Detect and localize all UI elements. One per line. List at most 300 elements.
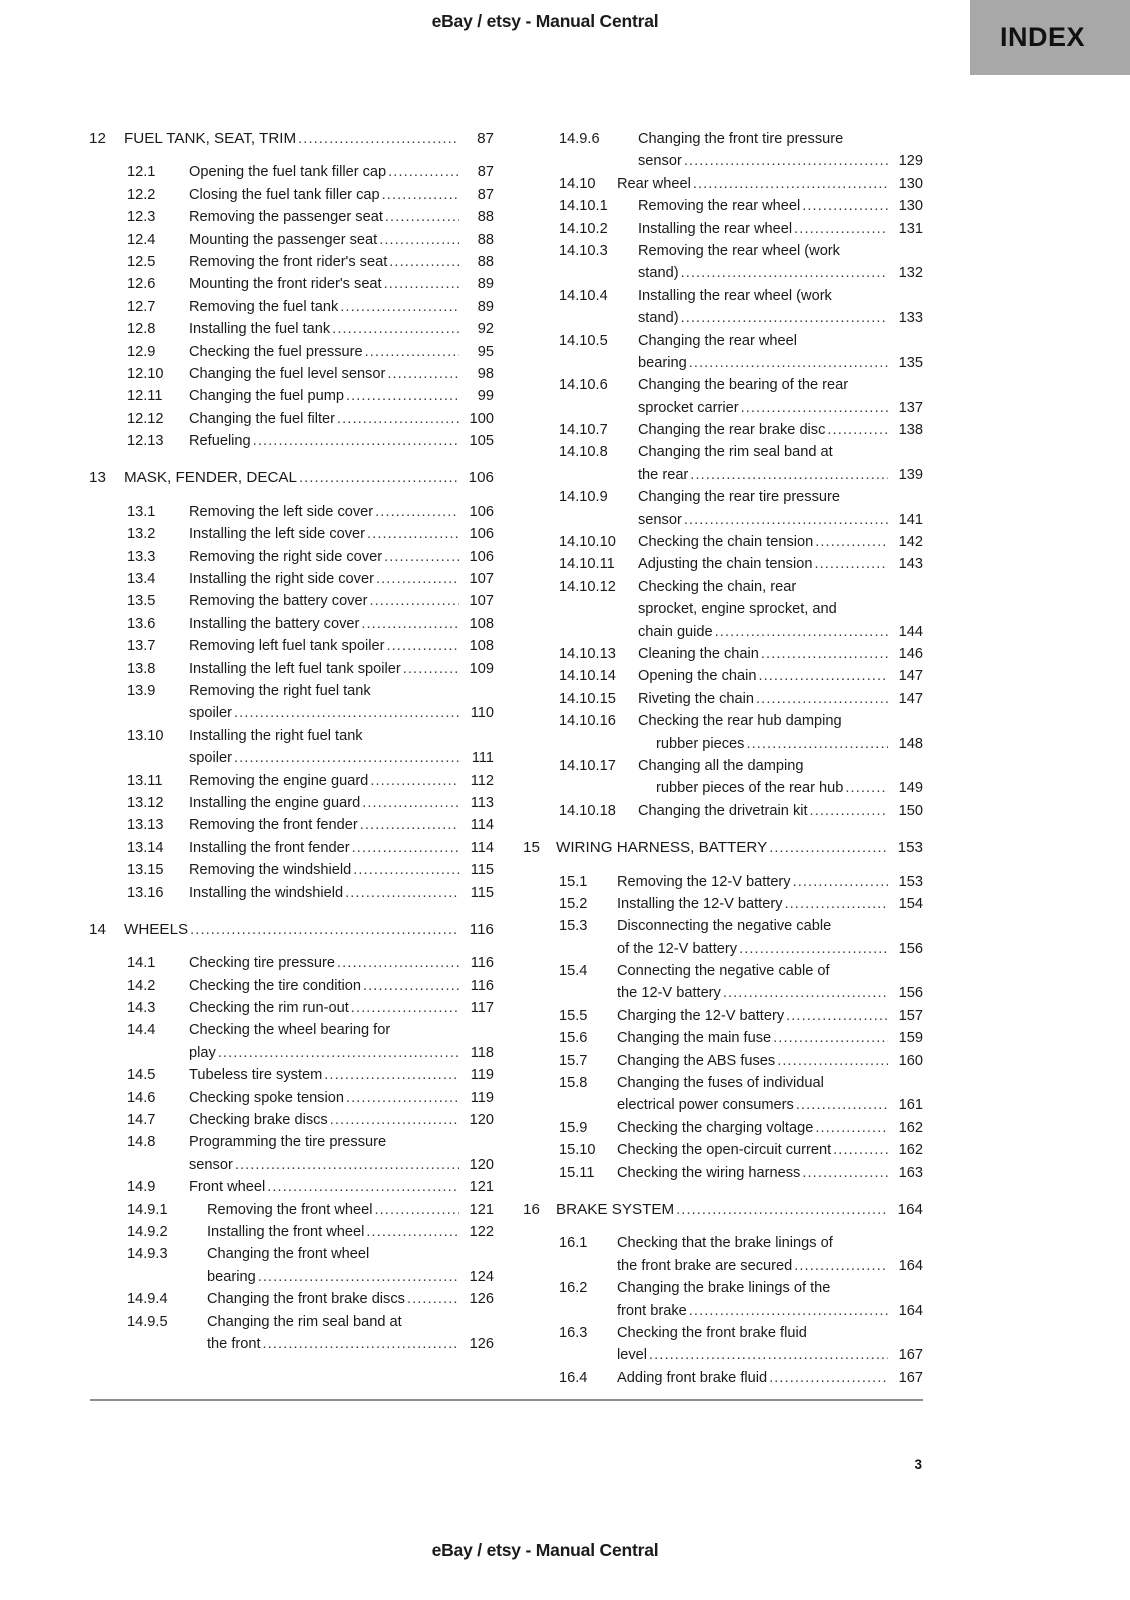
dot-leader (234, 702, 459, 724)
toc-row[interactable] (88, 318, 494, 340)
toc-row[interactable] (88, 273, 494, 295)
toc-entry-body (189, 501, 494, 523)
toc-entry-body (638, 621, 923, 643)
toc-entry-label: Checking the fuel pressure (189, 343, 363, 360)
toc-row[interactable] (522, 397, 923, 419)
toc-entry-body (638, 352, 923, 374)
toc-entry-label: Installing the left side cover (189, 526, 366, 543)
toc-entry-label: sensor (638, 153, 682, 170)
toc-row[interactable] (88, 385, 494, 407)
toc-entry-label: Checking the wheel bearing for (189, 1022, 391, 1039)
toc-row[interactable] (522, 1072, 923, 1094)
toc-row[interactable] (522, 262, 923, 284)
toc-entry-label: Installing the battery cover (189, 615, 360, 632)
toc-entry-label: Mounting the front rider's seat (189, 276, 382, 293)
toc-row[interactable] (88, 1333, 494, 1355)
toc-entry-body (656, 777, 923, 799)
dot-leader (324, 1064, 459, 1086)
toc-entry-body (189, 318, 494, 340)
toc-row[interactable] (88, 1131, 494, 1153)
toc-entry-label: Opening the fuel tank filler cap (189, 164, 387, 181)
toc-page-number: 163 (898, 1164, 923, 1181)
toc-row[interactable] (522, 871, 923, 893)
toc-row[interactable] (88, 814, 494, 836)
toc-entry-number: 12.3 (127, 209, 156, 226)
toc-row[interactable] (522, 1232, 923, 1254)
toc-row[interactable] (88, 1266, 494, 1288)
dot-leader (773, 1027, 888, 1049)
toc-entry-body (617, 893, 923, 915)
toc-entry-label: Checking brake discs (189, 1112, 328, 1129)
toc-page-number: 164 (898, 1257, 923, 1274)
toc-row[interactable] (88, 363, 494, 385)
toc-entry-body (189, 792, 494, 814)
toc-row[interactable] (88, 859, 494, 881)
toc-row[interactable] (522, 837, 923, 859)
toc-entry-body (189, 975, 494, 997)
toc-row[interactable] (522, 915, 923, 937)
toc-row[interactable] (522, 893, 923, 915)
toc-entry-label: the 12-V battery (617, 985, 721, 1002)
toc-row[interactable] (522, 598, 923, 620)
dot-leader (379, 229, 459, 251)
toc-row[interactable] (88, 837, 494, 859)
toc-entry-body (207, 1333, 494, 1355)
toc-entry-number: 13.3 (127, 548, 156, 565)
toc-entry-label: the rear (638, 466, 689, 483)
toc-page-number: 153 (898, 873, 923, 890)
toc-entry-label: Checking the rear hub damping (638, 713, 842, 730)
toc-entry-body (638, 307, 923, 329)
toc-page-number: 142 (898, 534, 923, 551)
toc-row[interactable] (88, 725, 494, 747)
toc-row[interactable] (88, 430, 494, 452)
toc-row[interactable] (522, 240, 923, 262)
toc-row[interactable] (522, 1367, 923, 1389)
toc-entry-label: Disconnecting the negative cable (617, 918, 832, 935)
toc-row[interactable] (522, 643, 923, 665)
toc-entry-label: Riveting the chain (638, 690, 755, 707)
toc-entry-label: MASK, FENDER, DECAL (124, 469, 298, 487)
toc-page-number: 95 (477, 343, 494, 360)
toc-row[interactable] (88, 568, 494, 590)
dot-leader (365, 341, 459, 363)
toc-row[interactable] (88, 1064, 494, 1086)
toc-entry-body (207, 1311, 494, 1333)
toc-entry-body (638, 374, 923, 396)
toc-entry-body (189, 251, 494, 273)
toc-page-number: 108 (469, 638, 494, 655)
toc-row[interactable] (88, 1019, 494, 1041)
dot-leader (810, 800, 888, 822)
toc-entry-label: Mounting the passenger seat (189, 231, 378, 248)
toc-entry-body (656, 733, 923, 755)
toc-entry-body (189, 952, 494, 974)
toc-row[interactable] (522, 419, 923, 441)
toc-entry-body (207, 1243, 494, 1265)
toc-row[interactable] (88, 501, 494, 523)
toc-row[interactable] (88, 206, 494, 228)
dot-leader (739, 938, 888, 960)
toc-entry-body (617, 960, 923, 982)
toc-row[interactable] (88, 523, 494, 545)
page-number: 3 (914, 1457, 922, 1472)
toc-row[interactable] (522, 960, 923, 982)
index-tab-label: INDEX (999, 22, 1086, 52)
toc-row[interactable] (88, 792, 494, 814)
toc-entry-body (638, 643, 923, 665)
toc-page-number: 146 (898, 645, 923, 662)
toc-row[interactable] (522, 1094, 923, 1116)
toc-entry-body (189, 408, 494, 430)
toc-entry-number: 14.10.3 (559, 242, 608, 259)
toc-entry-body (638, 598, 923, 620)
toc-row[interactable] (522, 688, 923, 710)
toc-row[interactable] (522, 1300, 923, 1322)
dot-leader (299, 467, 459, 489)
toc-row[interactable] (522, 1050, 923, 1072)
dot-leader (367, 523, 459, 545)
toc-entry-label: Checking the charging voltage (617, 1119, 814, 1136)
dot-leader (758, 665, 888, 687)
toc-entry-body (189, 747, 494, 769)
dot-leader (267, 1176, 459, 1198)
toc-entry-number: 12.10 (127, 365, 164, 382)
toc-row[interactable] (88, 658, 494, 680)
toc-page-number: 160 (898, 1052, 923, 1069)
toc-entry-body (189, 859, 494, 881)
dot-leader (263, 1333, 459, 1355)
toc-row[interactable] (522, 665, 923, 687)
toc-row[interactable] (88, 635, 494, 657)
toc-entry-number: 16.4 (559, 1369, 588, 1386)
toc-entry-number: 13.14 (127, 839, 164, 856)
toc-row[interactable] (522, 195, 923, 217)
toc-row[interactable] (88, 1154, 494, 1176)
toc-row[interactable] (88, 975, 494, 997)
toc-entry-label: Cleaning the chain (638, 645, 759, 662)
toc-entry-label: play (189, 1044, 216, 1061)
dot-leader (346, 385, 459, 407)
toc-page-number: 156 (898, 985, 923, 1002)
toc-page-number: 106 (468, 469, 494, 487)
toc-entry-label: Installing the right side cover (189, 571, 374, 588)
toc-row[interactable] (88, 702, 494, 724)
dot-leader (376, 568, 459, 590)
toc-entry-body (189, 1042, 494, 1064)
toc-entry-number: 14.9.2 (127, 1223, 168, 1240)
toc-row[interactable] (88, 341, 494, 363)
toc-entry-label: Changing the front tire pressure (638, 131, 844, 147)
toc-row[interactable] (522, 576, 923, 598)
dot-leader (298, 128, 459, 150)
toc-row[interactable] (522, 1162, 923, 1184)
toc-page-number: 87 (477, 186, 494, 203)
toc-page-number: 98 (477, 365, 494, 382)
dot-leader (833, 1139, 888, 1161)
dot-leader (353, 859, 459, 881)
toc-row[interactable] (522, 307, 923, 329)
toc-row[interactable] (522, 777, 923, 799)
toc-entry-body (617, 1027, 923, 1049)
toc-row[interactable] (522, 1027, 923, 1049)
toc-entry-body (189, 363, 494, 385)
toc-entry-body (617, 1344, 923, 1366)
toc-entry-number: 12.9 (127, 343, 156, 360)
toc-entry-body (638, 531, 923, 553)
dot-leader (360, 814, 459, 836)
toc-row[interactable] (522, 1199, 923, 1221)
toc-row[interactable] (522, 374, 923, 396)
toc-entry-label: Charging the 12-V battery (617, 1007, 785, 1024)
toc-entry-body (638, 285, 923, 307)
toc-row[interactable] (522, 1277, 923, 1299)
toc-row[interactable] (88, 184, 494, 206)
toc-entry-label: Removing the passenger seat (189, 209, 383, 226)
toc-page-number: 88 (477, 209, 494, 226)
toc-row[interactable] (522, 330, 923, 352)
toc-row[interactable] (88, 1311, 494, 1333)
toc-page-number: 88 (477, 231, 494, 248)
toc-page-number: 139 (898, 466, 923, 483)
toc-entry-body (189, 635, 494, 657)
toc-entry-number: 16.2 (559, 1280, 588, 1297)
toc-page-number: 87 (477, 130, 494, 147)
toc-entry-body (638, 710, 923, 732)
toc-entry-number: 12.8 (127, 321, 156, 338)
toc-row[interactable] (88, 1221, 494, 1243)
toc-entry-number: 12.11 (127, 388, 163, 405)
toc-entry-number: 13.8 (127, 660, 156, 677)
toc-row[interactable] (522, 128, 923, 150)
toc-row[interactable] (522, 733, 923, 755)
toc-entry-label: Removing the 12-V battery (617, 873, 791, 890)
toc-row[interactable] (522, 1139, 923, 1161)
toc-entry-body (617, 982, 923, 1004)
toc-row[interactable] (522, 441, 923, 463)
toc-page-number: 167 (898, 1369, 923, 1386)
toc-entry-label: Checking that the brake linings of (617, 1235, 833, 1252)
toc-row[interactable] (88, 997, 494, 1019)
toc-row[interactable] (88, 1042, 494, 1064)
toc-entry-number: 13.12 (127, 794, 164, 811)
toc-row[interactable] (522, 285, 923, 307)
toc-entry-body (189, 1154, 494, 1176)
toc-entry-number: 14.4 (127, 1022, 156, 1039)
toc-row[interactable] (522, 464, 923, 486)
toc-row[interactable] (88, 1199, 494, 1221)
dot-leader (235, 1154, 459, 1176)
toc-row[interactable] (522, 352, 923, 374)
toc-entry-body (189, 229, 494, 251)
toc-entry-number: 15.9 (559, 1119, 588, 1136)
toc-entry-label: Installing the left fuel tank spoiler (189, 660, 401, 677)
toc-entry-label: Installing the 12-V battery (617, 895, 783, 912)
toc-row[interactable] (522, 1322, 923, 1344)
toc-entry-label: FUEL TANK, SEAT, TRIM (124, 130, 297, 147)
toc-entry-body (207, 1199, 494, 1221)
toc-page-number: 147 (898, 668, 923, 685)
toc-entry-number: 12.2 (127, 186, 156, 203)
dot-leader (363, 975, 459, 997)
toc-row[interactable] (522, 218, 923, 240)
toc-row[interactable] (88, 296, 494, 318)
toc-entry-number: 15.11 (559, 1164, 595, 1181)
toc-row[interactable] (88, 680, 494, 702)
toc-page-number: 111 (471, 750, 494, 767)
toc-row[interactable] (88, 467, 494, 489)
toc-page-number: 131 (898, 220, 923, 237)
toc-entry-label: Changing the rear brake disc (638, 422, 826, 439)
toc-entry-body (189, 161, 494, 183)
toc-row[interactable] (88, 1109, 494, 1131)
toc-entry-body (189, 1087, 494, 1109)
dot-leader (785, 893, 889, 915)
toc-entry-label: Installing the windshield (189, 884, 344, 901)
toc-entry-number: 14.6 (127, 1089, 156, 1106)
toc-entry-number: 14.5 (127, 1067, 156, 1084)
toc-entry-number: 13.16 (127, 884, 164, 901)
dot-leader (387, 635, 460, 657)
toc-row[interactable] (88, 613, 494, 635)
toc-entry-number: 15 (523, 839, 540, 857)
toc-page-number: 126 (469, 1335, 494, 1352)
toc-page-number: 129 (898, 153, 923, 170)
toc-entry-body (638, 800, 923, 822)
dot-leader (332, 318, 459, 340)
toc-row[interactable] (88, 882, 494, 904)
toc-page-number: 167 (898, 1347, 923, 1364)
toc-row[interactable] (522, 938, 923, 960)
toc-entry-body (617, 938, 923, 960)
toc-entry-label: Front wheel (189, 1179, 266, 1196)
toc-row[interactable] (88, 919, 494, 941)
toc-entry-number: 14 (89, 920, 106, 938)
toc-page-number: 88 (477, 253, 494, 270)
toc-page-number: 148 (898, 735, 923, 752)
dot-leader (337, 408, 459, 430)
toc-row[interactable] (88, 408, 494, 430)
dot-leader (676, 1199, 888, 1221)
toc-entry-label: front brake (617, 1302, 687, 1319)
toc-entry-body (638, 486, 923, 508)
dot-leader (340, 296, 459, 318)
toc-row[interactable] (522, 173, 923, 195)
toc-entry-label: Removing the rear wheel (work (638, 242, 840, 259)
toc-entry-label: Checking the tire condition (189, 977, 361, 994)
toc-entry-body (638, 464, 923, 486)
toc-row[interactable] (522, 1255, 923, 1277)
toc-row[interactable] (88, 1176, 494, 1198)
section-gap (88, 904, 494, 919)
dot-leader (388, 161, 459, 183)
toc-entry-body (638, 665, 923, 687)
toc-row[interactable] (88, 1288, 494, 1310)
toc-entry-body (189, 1109, 494, 1131)
toc-entry-label: Changing the brake linings of the (617, 1280, 831, 1297)
toc-page-number: 116 (470, 977, 494, 994)
toc-row[interactable] (88, 128, 494, 150)
toc-entry-body (189, 523, 494, 545)
toc-entry-label: Removing the fuel tank (189, 298, 339, 315)
toc-page-number: 130 (898, 198, 923, 215)
toc-row[interactable] (522, 710, 923, 732)
toc-page-number: 157 (898, 1007, 923, 1024)
toc-row[interactable] (88, 952, 494, 974)
toc-entry-body (617, 1072, 923, 1094)
toc-entry-body (638, 688, 923, 710)
toc-entry-number: 14.10.8 (559, 444, 608, 461)
toc-row[interactable] (88, 161, 494, 183)
toc-entry-body (189, 613, 494, 635)
toc-entry-label: level (617, 1347, 648, 1364)
toc-row[interactable] (522, 509, 923, 531)
toc-row[interactable] (522, 800, 923, 822)
toc-entry-body (189, 997, 494, 1019)
dot-leader (234, 747, 459, 769)
toc-entry-label: Removing the right side cover (189, 548, 383, 565)
toc-row[interactable] (88, 590, 494, 612)
toc-entry-label: Changing the fuel filter (189, 410, 336, 427)
toc-page-number: 138 (898, 422, 923, 439)
toc-row[interactable] (522, 531, 923, 553)
toc-page-number: 118 (470, 1044, 494, 1061)
toc-page-number: 106 (469, 548, 494, 565)
toc-entry-label: Closing the fuel tank filler cap (189, 186, 380, 203)
toc-entry-label: spoiler (189, 705, 232, 722)
toc-entry-body (638, 755, 923, 777)
toc-entry-number: 14.10.10 (559, 534, 616, 551)
toc-entry-body (207, 1266, 494, 1288)
toc-entry-body (617, 1232, 923, 1254)
toc-entry-body (189, 296, 494, 318)
toc-row[interactable] (88, 229, 494, 251)
toc-row[interactable] (522, 150, 923, 172)
toc-row[interactable] (522, 1344, 923, 1366)
toc-row[interactable] (522, 486, 923, 508)
toc-row[interactable] (522, 621, 923, 643)
footer-title: eBay / etsy - Manual Central (431, 1540, 659, 1560)
dot-leader (689, 1300, 888, 1322)
toc-page-number: 156 (898, 940, 923, 957)
toc-row[interactable] (88, 1087, 494, 1109)
toc-entry-body (189, 725, 494, 747)
toc-row[interactable] (522, 553, 923, 575)
section-gap (522, 1184, 923, 1199)
toc-entry-label: Installing the front fender (189, 839, 350, 856)
toc-entry-body (189, 658, 494, 680)
toc-entry-body (124, 467, 494, 489)
toc-row[interactable] (522, 755, 923, 777)
toc-row[interactable] (88, 770, 494, 792)
toc-page-number: 137 (898, 399, 923, 416)
toc-row[interactable] (88, 747, 494, 769)
toc-row[interactable] (88, 251, 494, 273)
toc-page-number: 154 (898, 895, 923, 912)
toc-entry-body (617, 1300, 923, 1322)
toc-entry-number: 14.1 (127, 955, 156, 972)
toc-entry-body (189, 430, 494, 452)
toc-row[interactable] (522, 982, 923, 1004)
toc-row[interactable] (88, 1243, 494, 1265)
toc-entry-label: Opening the chain (638, 668, 757, 685)
toc-row[interactable] (522, 1117, 923, 1139)
toc-row[interactable] (522, 1005, 923, 1027)
toc-row[interactable] (88, 546, 494, 568)
toc-entry-number: 14.10.9 (559, 489, 608, 506)
toc-entry-number: 14.10.6 (559, 377, 608, 394)
toc-entry-label: the front brake are secured (617, 1257, 793, 1274)
